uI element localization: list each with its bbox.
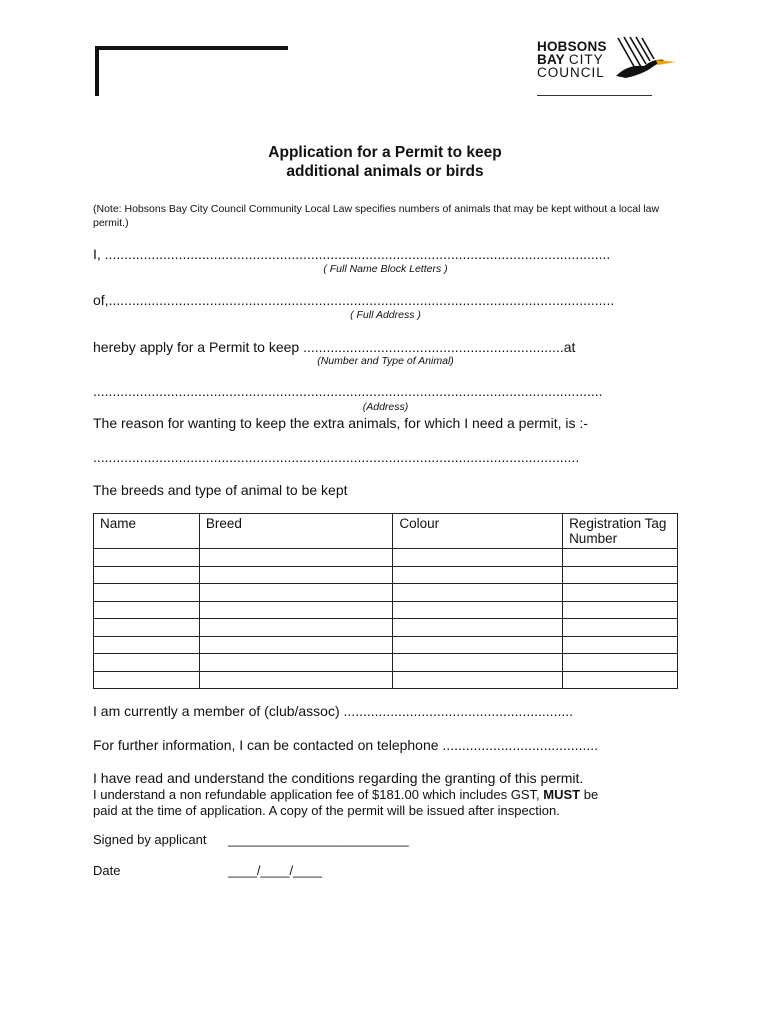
full-name-caption: ( Full Name Block Letters ) (323, 263, 448, 275)
title-line-1: Application for a Permit to keep (268, 144, 502, 161)
colour-cell[interactable] (393, 549, 563, 567)
registration-cell[interactable] (563, 619, 678, 637)
registration-cell[interactable] (563, 636, 678, 654)
corner-frame-left (95, 46, 99, 96)
full-address-field[interactable]: of,.................................................................................................................................. (93, 292, 615, 308)
table-header-row (94, 514, 678, 549)
contact-telephone-field[interactable]: For further information, I can be contacted on telephone ........................................ (93, 737, 599, 753)
table-row (94, 619, 678, 637)
breed-cell[interactable] (199, 601, 393, 619)
breed-cell[interactable] (199, 619, 393, 637)
logo-line-3: COUNCIL (537, 65, 605, 80)
conditions-statement: I have read and understand the conditions regarding the granting of this permit. (93, 770, 584, 786)
corner-frame-top (95, 46, 288, 50)
name-cell[interactable] (94, 671, 200, 689)
column-header-breed: Breed (199, 514, 393, 549)
registration-cell[interactable] (563, 566, 678, 584)
table-row (94, 654, 678, 672)
name-cell[interactable] (94, 654, 200, 672)
date-label: Date (93, 863, 121, 878)
column-header-registration: Registration Tag Number (563, 514, 678, 549)
column-header-name: Name (94, 514, 200, 549)
animals-table (93, 513, 678, 689)
breed-cell[interactable] (199, 654, 393, 672)
full-name-field[interactable]: I, .................................................................................................................................. (93, 246, 611, 262)
name-cell[interactable] (94, 619, 200, 637)
club-membership-field[interactable]: I am currently a member of (club/assoc) ........................................................... (93, 703, 574, 719)
colour-cell[interactable] (393, 566, 563, 584)
colour-cell[interactable] (393, 671, 563, 689)
date-field[interactable]: ____/____/____ (228, 863, 322, 878)
fee-must: MUST (543, 787, 581, 802)
logo-line-2-bold: BAY (537, 52, 565, 67)
registration-cell[interactable] (563, 549, 678, 567)
breed-cell[interactable] (199, 566, 393, 584)
breed-cell[interactable] (199, 671, 393, 689)
colour-cell[interactable] (393, 654, 563, 672)
logo-divider (537, 95, 652, 96)
breed-cell[interactable] (199, 636, 393, 654)
table-row (94, 636, 678, 654)
local-law-note: (Note: Hobsons Bay City Council Community Local Law specifies numbers of animals that may be kept without a local law permit.) (93, 203, 660, 229)
fee-text-end: be (580, 787, 599, 802)
fee-text: I understand a non refundable application fee of $181.00 which includes GST, (93, 787, 544, 802)
colour-cell[interactable] (393, 584, 563, 602)
column-header-colour: Colour (393, 514, 563, 549)
registration-cell[interactable] (563, 584, 678, 602)
signature-field[interactable]: _________________________ (228, 832, 409, 847)
keeping-address-field[interactable]: ................................................................................................................................... (93, 383, 603, 399)
animal-number-type-field[interactable]: hereby apply for a Permit to keep ...................................................................at (93, 339, 576, 355)
breed-cell[interactable] (199, 549, 393, 567)
registration-cell[interactable] (563, 671, 678, 689)
keeping-address-caption: (Address) (362, 401, 409, 413)
name-cell[interactable] (94, 584, 200, 602)
name-cell[interactable] (94, 636, 200, 654)
page-title (0, 143, 770, 181)
fee-statement (93, 787, 598, 802)
registration-cell[interactable] (563, 654, 678, 672)
reason-field[interactable]: ............................................................................................................................. (93, 449, 580, 465)
logo-line-1: HOBSONS (537, 39, 607, 54)
payment-statement: paid at the time of application. A copy of the permit will be issued after inspection. (93, 803, 560, 818)
breed-cell[interactable] (199, 584, 393, 602)
council-logo-text (537, 40, 607, 79)
table-row (94, 671, 678, 689)
table-row (94, 584, 678, 602)
colour-cell[interactable] (393, 619, 563, 637)
table-row (94, 601, 678, 619)
reason-label: The reason for wanting to keep the extra animals, for which I need a permit, is :- (93, 415, 588, 431)
colour-cell[interactable] (393, 636, 563, 654)
table-row (94, 549, 678, 567)
breeds-label: The breeds and type of animal to be kept (93, 482, 348, 498)
name-cell[interactable] (94, 566, 200, 584)
hobsons-bay-bird-logo-icon (614, 36, 678, 82)
colour-cell[interactable] (393, 601, 563, 619)
table-row (94, 566, 678, 584)
name-cell[interactable] (94, 601, 200, 619)
animal-number-type-caption: (Number and Type of Animal) (317, 355, 454, 367)
signature-label: Signed by applicant (93, 832, 207, 847)
title-line-2: additional animals or birds (286, 163, 484, 180)
registration-cell[interactable] (563, 601, 678, 619)
logo-line-2-light: CITY (568, 52, 604, 67)
name-cell[interactable] (94, 549, 200, 567)
full-address-caption: ( Full Address ) (350, 309, 421, 321)
